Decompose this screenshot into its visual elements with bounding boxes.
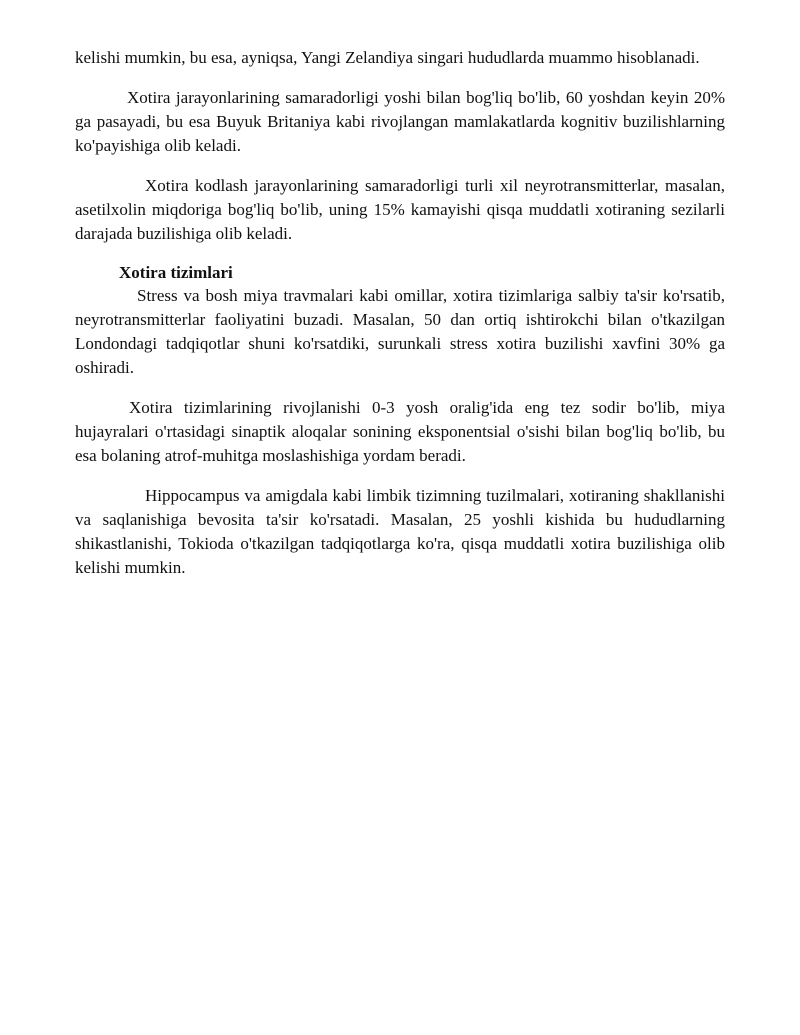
paragraph-limbic-system: Hippocampus va amigdala kabi limbik tizimning tuzilmalari, xotiraning shakllanishi va saqlanishiga bevosita ta'sir ko'rsatadi. Masalan, 25 yoshli kishida bu hududlarning shikastlanishi, Tokioda o'tkazilgan tadqiqotlarga ko'ra, qisqa muddatli xotira buzilishiga olib kelishi mumkin.: [75, 486, 725, 577]
document-body: [75, 46, 725, 596]
paragraph-continuation: kelishi mumkin, bu esa, ayniqsa, Yangi Zelandiya singari hududlarda muammo hisoblanadi.: [75, 48, 700, 67]
section-heading: Xotira tizimlari: [119, 263, 233, 282]
paragraph-memory-age: Xotira jarayonlarining samaradorligi yoshi bilan bog'liq bo'lib, 60 yoshdan keyin 20% ga pasayadi, bu esa Buyuk Britaniya kabi rivojlangan mamlakatlarda kognitiv buzilishlarning ko'payishiga olib keladi.: [75, 88, 725, 155]
paragraph-stress-trauma: Stress va bosh miya travmalari kabi omillar, xotira tizimlariga salbiy ta'sir ko'rsatib, neyrotransmitterlar faoliyatini buzadi. Masalan, 50 dan ortiq ishtirokchi bilan o'tkazilgan Londondagi tadqiqotlar shuni ko'rsatdiki, surunkali stress xotira buzilishi xavfini 30% ga oshiradi.: [75, 286, 725, 377]
paragraph-development: Xotira tizimlarining rivojlanishi 0-3 yosh oralig'ida eng tez sodir bo'lib, miya hujayralari o'rtasidagi sinaptik aloqalar sonining eksponentsial o'sishi bilan bog'liq bo'lib, bu esa bolaning atrof-muhitga moslashishiga yordam beradi.: [75, 398, 725, 465]
paragraph-encoding-neurotransmitters: Xotira kodlash jarayonlarining samaradorligi turli xil neyrotransmitterlar, masalan, asetilxolin miqdoriga bog'liq bo'lib, uning 15% kamayishi qisqa muddatli xotiraning sezilarli darajada buzilishiga olib keladi.: [75, 176, 725, 243]
